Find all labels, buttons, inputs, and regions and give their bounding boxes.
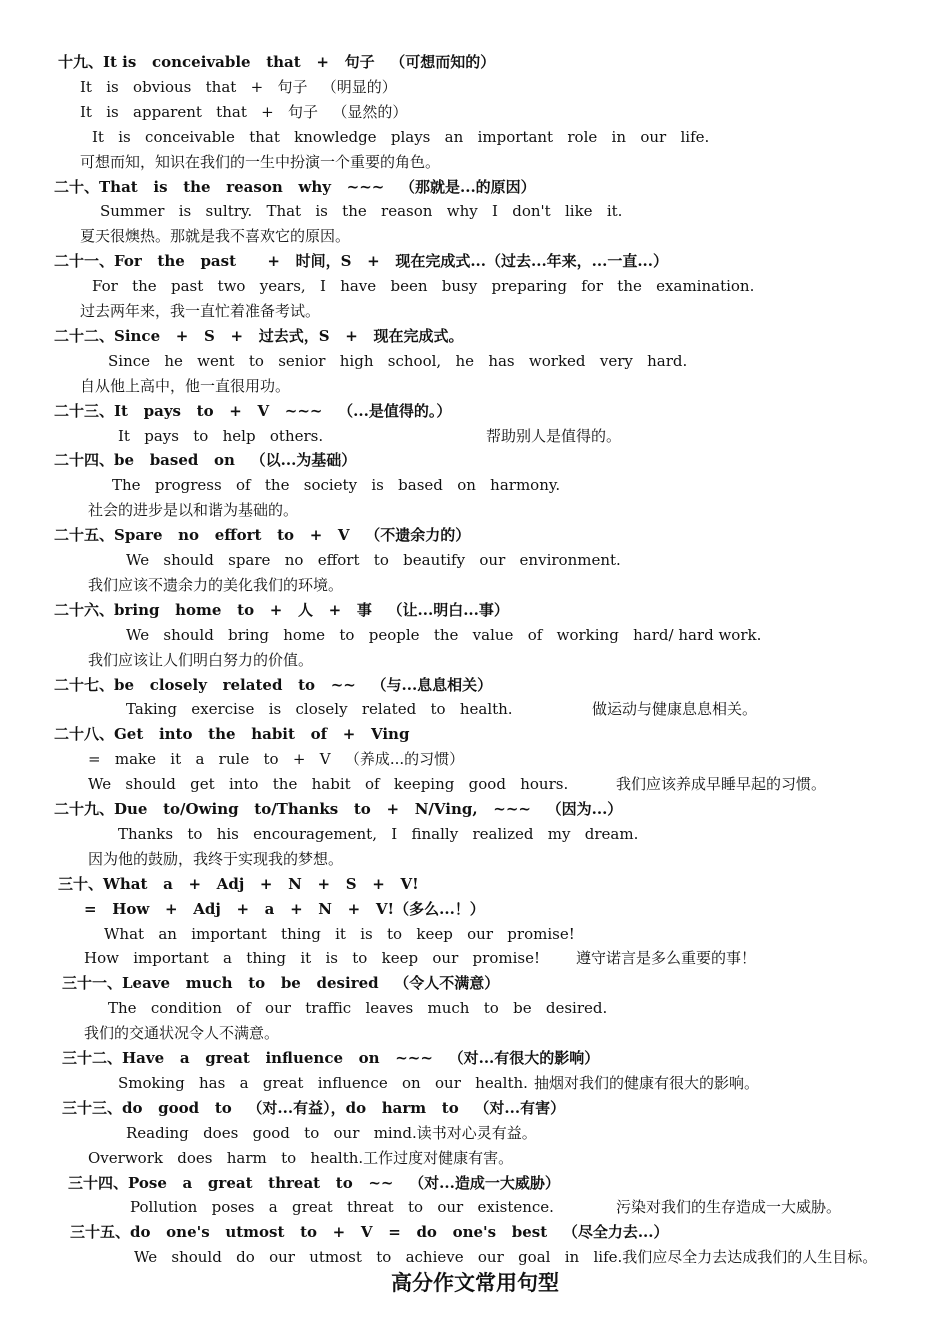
text-line: 因为他的鼓励，我终于实现我的梦想。: [88, 850, 344, 868]
section-heading: 二十九、Due to/Owing to/Thanks to + N/Ving, ~~~ （因为...）: [54, 800, 623, 818]
text-line: Smoking has a great influence on our health.: [118, 1074, 528, 1092]
section-heading: 三十二、Have a great influence on ~~~ （对...有很大的影响）: [62, 1049, 600, 1067]
text-line: Taking exercise is closely related to health.: [126, 700, 513, 718]
translation-text: 污染对我们的生存造成一大威胁。: [616, 1198, 842, 1216]
text-line: 我们应该不遗余力的美化我们的环境。: [88, 576, 344, 594]
section-heading: 二十、That is the reason why ~~~ （那就是...的原因）: [54, 178, 536, 196]
text-line: The condition of our traffic leaves much to be desired.: [108, 999, 608, 1017]
translation-text: 帮助别人是值得的。: [486, 427, 622, 445]
section-heading: 二十六、bring home to + 人 + 事 （让...明白...事）: [54, 601, 509, 619]
text-line: We should get into the habit of keeping good hours.: [88, 775, 569, 793]
text-line: Overwork does harm to health.工作过度对健康有害。: [88, 1149, 514, 1167]
section-heading: 三十三、do good to （对...有益），do harm to （对...有害）: [62, 1099, 566, 1117]
section-heading: 十九、It is conceivable that + 句子 （可想而知的）: [58, 53, 496, 71]
text-line: 可想而知，知识在我们的一生中扮演一个重要的角色。: [80, 153, 441, 171]
text-line: Since he went to senior high school, he has worked very hard.: [108, 352, 688, 370]
text-line: We should do our utmost to achieve our goal in life.我们应尽全力去达成我们的人生目标。: [134, 1248, 878, 1266]
text-line: It is apparent that + 句子 （显然的）: [80, 103, 408, 121]
text-line: 社会的进步是以和谐为基础的。: [88, 501, 299, 519]
text-line: = make it a rule to + V （养成...的习惯）: [88, 750, 465, 768]
text-line: For the past two years, I have been busy preparing for the examination.: [92, 277, 755, 295]
section-heading: 二十四、be based on （以...为基础）: [54, 451, 357, 469]
text-line: It is conceivable that knowledge plays an important role in our life.: [92, 128, 710, 146]
section-heading: 三十四、Pose a great threat to ~~ （对...造成一大威胁）: [68, 1174, 560, 1192]
text-line: It pays to help others.: [118, 427, 324, 445]
text-line: We should bring home to people the value of working hard/ hard work.: [126, 626, 762, 644]
text-line: Thanks to his encouragement, I finally realized my dream.: [118, 825, 639, 843]
text-line: Reading does good to our mind.读书对心灵有益。: [126, 1124, 537, 1142]
page-title: 高分作文常用句型: [391, 1270, 559, 1295]
section-heading: 二十七、be closely related to ~~ （与...息息相关）: [54, 676, 493, 694]
section-heading: 二十二、Since + S + 过去式，S + 现在完成式。: [54, 327, 464, 345]
text-line: How important a thing it is to keep our promise!: [84, 949, 540, 967]
text-line: We should spare no effort to beautify our environment.: [126, 551, 621, 569]
text-line: What an important thing it is to keep our promise!: [104, 925, 575, 943]
section-heading: = How + Adj + a + N + V!（多么...！）: [84, 900, 485, 918]
translation-text: 我们应该养成早睡早起的习惯。: [616, 775, 827, 793]
text-line: Pollution poses a great threat to our existence.: [130, 1198, 554, 1216]
section-heading: 二十一、For the past + 时间，S + 现在完成式...（过去...年来，...一直...）: [54, 252, 668, 270]
section-heading: 三十五、do one's utmost to + V = do one's best （尽全力去...）: [70, 1223, 669, 1241]
text-line: 我们的交通状况令人不满意。: [84, 1024, 280, 1042]
text-line: The progress of the society is based on harmony.: [112, 476, 561, 494]
translation-text: 做运动与健康息息相关。: [592, 700, 758, 718]
section-heading: 二十八、Get into the habit of + Ving: [54, 725, 410, 743]
text-line: Summer is sultry. That is the reason why I don't like it.: [100, 202, 623, 220]
translation-text: 遵守诺言是多么重要的事！: [576, 949, 757, 967]
section-heading: 三十、What a + Adj + N + S + V!: [58, 875, 419, 893]
section-heading: 三十一、Leave much to be desired （令人不满意）: [62, 974, 500, 992]
text-line: 我们应该让人们明白努力的价值。: [88, 651, 314, 669]
text-line: It is obvious that + 句子 （明显的）: [80, 78, 397, 96]
text-line: 夏天很燠热。那就是我不喜欢它的原因。: [80, 227, 351, 245]
text-line: 过去两年来，我一直忙着准备考试。: [80, 302, 321, 320]
section-heading: 二十三、It pays to + V ~~~ （...是值得的。）: [54, 402, 452, 420]
translation-text: 抽烟对我们的健康有很大的影响。: [534, 1074, 760, 1092]
section-heading: 二十五、Spare no effort to + V （不遗余力的）: [54, 526, 471, 544]
text-line: 自从他上高中，他一直很用功。: [80, 377, 291, 395]
